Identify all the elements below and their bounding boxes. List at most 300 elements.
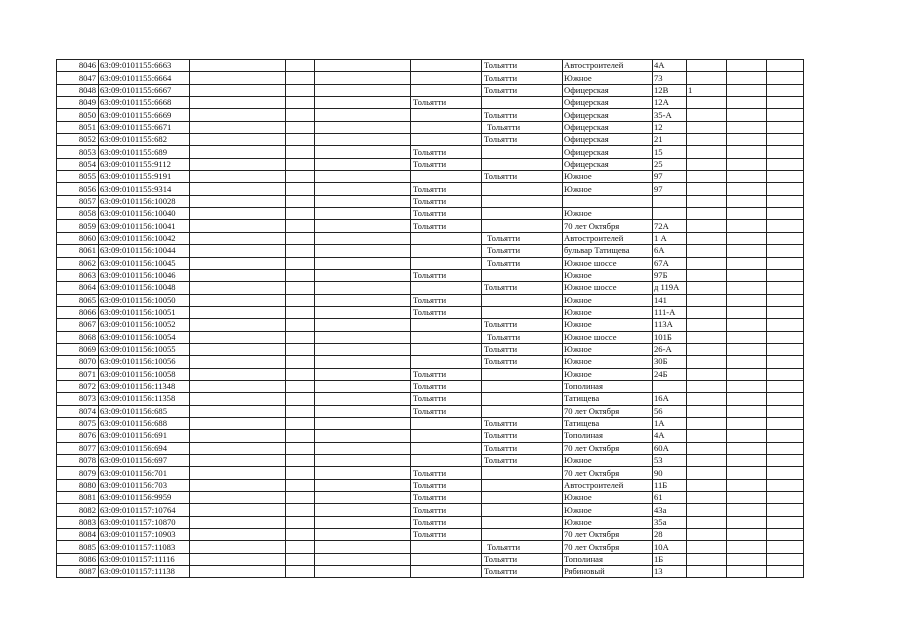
empty-cell [727,245,767,257]
empty-cell [315,294,411,306]
extra-cell [687,442,727,454]
cadastral-number-cell: 63:09:0101157:10870 [99,516,190,528]
street-cell: 70 лет Октября [563,541,653,553]
empty-cell [727,430,767,442]
empty-cell [727,294,767,306]
street-cell: Южное [563,516,653,528]
extra-cell [687,109,727,121]
extra-cell [687,356,727,368]
empty-cell [315,541,411,553]
row-number-cell: 8058 [57,208,99,220]
empty-cell [190,245,286,257]
empty-cell [190,84,286,96]
empty-cell [767,208,804,220]
extra-cell [687,269,727,281]
empty-cell [190,306,286,318]
empty-cell [190,282,286,294]
empty-cell [286,220,315,232]
extra-cell [687,195,727,207]
empty-cell [190,109,286,121]
row-number-cell: 8060 [57,232,99,244]
extra-cell [687,319,727,331]
empty-cell [190,60,286,72]
city-cell-alt: Тольятти [482,232,563,244]
extra-cell [687,380,727,392]
empty-cell [727,146,767,158]
house-cell: 90 [653,467,687,479]
empty-cell [190,393,286,405]
empty-cell [286,109,315,121]
cadastral-number-cell: 63:09:0101155:6663 [99,60,190,72]
empty-cell [190,467,286,479]
house-cell [653,380,687,392]
empty-cell [727,183,767,195]
house-cell: 10А [653,541,687,553]
street-cell: Южное [563,504,653,516]
city-cell: Тольятти [411,368,482,380]
empty-cell [190,492,286,504]
empty-cell [315,306,411,318]
empty-cell [727,442,767,454]
empty-cell [727,479,767,491]
empty-cell [315,492,411,504]
table-row [57,541,804,553]
cadastral-number-cell: 63:09:0101155:9191 [99,171,190,183]
city-cell [411,417,482,429]
empty-cell [286,430,315,442]
cadastral-number-cell: 63:09:0101156:10044 [99,245,190,257]
city-cell-alt: Тольятти [482,455,563,467]
extra-cell [687,455,727,467]
empty-cell [315,380,411,392]
empty-cell [727,195,767,207]
empty-cell [286,306,315,318]
extra-cell [687,479,727,491]
cadastral-number-cell: 63:09:0101156:10051 [99,306,190,318]
street-cell: Южное [563,294,653,306]
city-cell: Тольятти [411,516,482,528]
empty-cell [315,529,411,541]
city-cell [411,282,482,294]
empty-cell [767,331,804,343]
empty-cell [286,72,315,84]
extra-cell [687,430,727,442]
street-cell: Южное [563,356,653,368]
empty-cell [727,553,767,565]
cadastral-number-cell: 63:09:0101156:685 [99,405,190,417]
city-cell [411,60,482,72]
house-cell: 97 [653,171,687,183]
empty-cell [767,504,804,516]
city-cell-alt [482,504,563,516]
row-number-cell: 8066 [57,306,99,318]
cadastral-number-cell: 63:09:0101156:697 [99,455,190,467]
extra-cell [687,529,727,541]
empty-cell [286,171,315,183]
empty-cell [727,109,767,121]
empty-cell [286,60,315,72]
city-cell: Тольятти [411,405,482,417]
empty-cell [190,455,286,467]
empty-cell [315,158,411,170]
street-cell: Южное шоссе [563,331,653,343]
row-number-cell: 8087 [57,566,99,578]
row-number-cell: 8047 [57,72,99,84]
city-cell-alt: Тольятти [482,417,563,429]
cadastral-number-cell: 63:09:0101157:10903 [99,529,190,541]
extra-cell [687,343,727,355]
row-number-cell: 8083 [57,516,99,528]
table-row [57,195,804,207]
empty-cell [767,84,804,96]
street-cell: 70 лет Октября [563,405,653,417]
extra-cell [687,134,727,146]
table-row [57,516,804,528]
house-cell: 1 А [653,232,687,244]
empty-cell [286,479,315,491]
empty-cell [190,417,286,429]
row-number-cell: 8071 [57,368,99,380]
empty-cell [315,368,411,380]
extra-cell [687,516,727,528]
house-cell: 61 [653,492,687,504]
house-cell: 1Б [653,553,687,565]
street-cell: Южное [563,208,653,220]
empty-cell [767,134,804,146]
empty-cell [286,282,315,294]
row-number-cell: 8048 [57,84,99,96]
city-cell: Тольятти [411,380,482,392]
table-row [57,553,804,565]
empty-cell [315,257,411,269]
street-cell: Южное [563,343,653,355]
house-cell: 4А [653,60,687,72]
city-cell-alt [482,195,563,207]
street-cell: 70 лет Октября [563,442,653,454]
empty-cell [315,171,411,183]
empty-cell [190,146,286,158]
empty-cell [286,442,315,454]
house-cell: 30Б [653,356,687,368]
street-cell: Офицерская [563,121,653,133]
house-cell: 1А [653,417,687,429]
city-cell-alt [482,368,563,380]
city-cell-alt: Тольятти [482,257,563,269]
extra-cell [687,208,727,220]
empty-cell [767,60,804,72]
table-row [57,109,804,121]
street-cell: Южное [563,269,653,281]
empty-cell [727,331,767,343]
house-cell: 97Б [653,269,687,281]
cadastral-number-cell: 63:09:0101156:10040 [99,208,190,220]
empty-cell [315,405,411,417]
empty-cell [190,269,286,281]
house-cell: 141 [653,294,687,306]
empty-cell [727,257,767,269]
city-cell-alt: Тольятти [482,84,563,96]
city-cell-alt [482,306,563,318]
cadastral-number-cell: 63:09:0101157:11138 [99,566,190,578]
street-cell: Офицерская [563,84,653,96]
house-cell: 67А [653,257,687,269]
table-row [57,84,804,96]
table-row [57,60,804,72]
city-cell-alt: Тольятти [482,245,563,257]
house-cell: 6А [653,245,687,257]
table-row [57,529,804,541]
empty-cell [190,566,286,578]
empty-cell [767,121,804,133]
empty-cell [767,306,804,318]
row-number-cell: 8063 [57,269,99,281]
row-number-cell: 8070 [57,356,99,368]
cadastral-number-cell: 63:09:0101155:9112 [99,158,190,170]
empty-cell [767,430,804,442]
house-cell: 113А [653,319,687,331]
street-cell: Офицерская [563,146,653,158]
extra-cell [687,60,727,72]
street-cell: Рябиновый [563,566,653,578]
row-number-cell: 8080 [57,479,99,491]
city-cell-alt: Тольятти [482,331,563,343]
city-cell: Тольятти [411,195,482,207]
extra-cell [687,566,727,578]
row-number-cell: 8049 [57,97,99,109]
city-cell: Тольятти [411,479,482,491]
row-number-cell: 8055 [57,171,99,183]
street-cell: Тополиная [563,430,653,442]
street-cell: Автостроителей [563,479,653,491]
table-row [57,430,804,442]
table-row [57,405,804,417]
city-cell: Тольятти [411,306,482,318]
empty-cell [727,306,767,318]
extra-cell [687,171,727,183]
table-row [57,442,804,454]
empty-cell [315,467,411,479]
row-number-cell: 8082 [57,504,99,516]
empty-cell [727,319,767,331]
row-number-cell: 8062 [57,257,99,269]
empty-cell [767,529,804,541]
empty-cell [315,220,411,232]
extra-cell [687,121,727,133]
empty-cell [767,417,804,429]
empty-cell [727,97,767,109]
street-cell: 70 лет Октября [563,529,653,541]
street-cell: 70 лет Октября [563,467,653,479]
house-cell: 12В [653,84,687,96]
empty-cell [315,566,411,578]
empty-cell [190,158,286,170]
empty-cell [315,109,411,121]
extra-cell [687,72,727,84]
empty-cell [727,232,767,244]
empty-cell [767,97,804,109]
table-row [57,232,804,244]
city-cell-alt: Тольятти [482,319,563,331]
empty-cell [315,455,411,467]
empty-cell [190,405,286,417]
city-cell-alt [482,467,563,479]
empty-cell [286,319,315,331]
empty-cell [767,393,804,405]
street-cell: Южное [563,319,653,331]
city-cell: Тольятти [411,393,482,405]
cadastral-number-cell: 63:09:0101155:9314 [99,183,190,195]
extra-cell [687,405,727,417]
empty-cell [767,146,804,158]
extra-cell [687,553,727,565]
empty-cell [315,343,411,355]
city-cell: Тольятти [411,146,482,158]
empty-cell [286,208,315,220]
table-row [57,282,804,294]
empty-cell [767,343,804,355]
street-cell: Южное [563,171,653,183]
empty-cell [727,72,767,84]
street-cell: Татищева [563,393,653,405]
house-cell: 73 [653,72,687,84]
row-number-cell: 8067 [57,319,99,331]
empty-cell [727,529,767,541]
empty-cell [727,492,767,504]
empty-cell [727,405,767,417]
empty-cell [286,195,315,207]
empty-cell [727,566,767,578]
extra-cell [687,417,727,429]
table-row [57,479,804,491]
extra-cell [687,158,727,170]
city-cell-alt: Тольятти [482,282,563,294]
empty-cell [727,134,767,146]
house-cell: 21 [653,134,687,146]
empty-cell [190,183,286,195]
empty-cell [286,368,315,380]
empty-cell [190,208,286,220]
empty-cell [286,158,315,170]
empty-cell [190,356,286,368]
row-number-cell: 8051 [57,121,99,133]
house-cell: 101Б [653,331,687,343]
empty-cell [190,195,286,207]
cadastral-number-cell: 63:09:0101156:703 [99,479,190,491]
cadastral-number-cell: 63:09:0101156:11348 [99,380,190,392]
cadastral-number-cell: 63:09:0101157:11116 [99,553,190,565]
city-cell-alt [482,516,563,528]
empty-cell [190,257,286,269]
street-cell: Южное [563,72,653,84]
empty-cell [727,121,767,133]
table-row [57,368,804,380]
extra-cell: 1 [687,84,727,96]
empty-cell [190,541,286,553]
empty-cell [315,393,411,405]
empty-cell [315,356,411,368]
city-cell [411,430,482,442]
city-cell: Тольятти [411,294,482,306]
house-cell: 111-А [653,306,687,318]
empty-cell [286,516,315,528]
empty-cell [286,504,315,516]
empty-cell [767,492,804,504]
extra-cell [687,368,727,380]
empty-cell [767,294,804,306]
empty-cell [315,208,411,220]
empty-cell [315,553,411,565]
empty-cell [286,492,315,504]
empty-cell [727,455,767,467]
empty-cell [315,232,411,244]
empty-cell [190,319,286,331]
empty-cell [727,504,767,516]
extra-cell [687,467,727,479]
city-cell-alt [482,380,563,392]
city-cell [411,232,482,244]
city-cell: Тольятти [411,208,482,220]
city-cell-alt [482,220,563,232]
city-cell [411,109,482,121]
empty-cell [286,134,315,146]
empty-cell [767,516,804,528]
extra-cell [687,257,727,269]
table-row [57,245,804,257]
city-cell: Тольятти [411,220,482,232]
house-cell: 60А [653,442,687,454]
empty-cell [315,331,411,343]
empty-cell [767,356,804,368]
empty-cell [727,60,767,72]
city-cell-alt: Тольятти [482,356,563,368]
table-row [57,208,804,220]
city-cell-alt [482,492,563,504]
table-row [57,294,804,306]
extra-cell [687,245,727,257]
empty-cell [286,232,315,244]
row-number-cell: 8074 [57,405,99,417]
cadastral-number-cell: 63:09:0101156:691 [99,430,190,442]
cadastral-number-cell: 63:09:0101157:10764 [99,504,190,516]
house-cell: 35а [653,516,687,528]
city-cell [411,553,482,565]
empty-cell [767,541,804,553]
table-row [57,97,804,109]
table-row [57,121,804,133]
empty-cell [315,442,411,454]
street-cell: Южное [563,306,653,318]
house-cell: 16А [653,393,687,405]
empty-cell [727,467,767,479]
empty-cell [190,479,286,491]
cadastral-number-cell: 63:09:0101155:689 [99,146,190,158]
empty-cell [286,121,315,133]
city-cell-alt: Тольятти [482,566,563,578]
empty-cell [286,553,315,565]
extra-cell [687,294,727,306]
street-cell: Южное [563,492,653,504]
empty-cell [286,331,315,343]
table-row [57,380,804,392]
city-cell-alt [482,294,563,306]
city-cell [411,245,482,257]
row-number-cell: 8046 [57,60,99,72]
city-cell [411,356,482,368]
cadastral-number-cell: 63:09:0101156:10058 [99,368,190,380]
city-cell-alt: Тольятти [482,553,563,565]
city-cell-alt: Тольятти [482,442,563,454]
cadastral-number-cell: 63:09:0101155:6664 [99,72,190,84]
